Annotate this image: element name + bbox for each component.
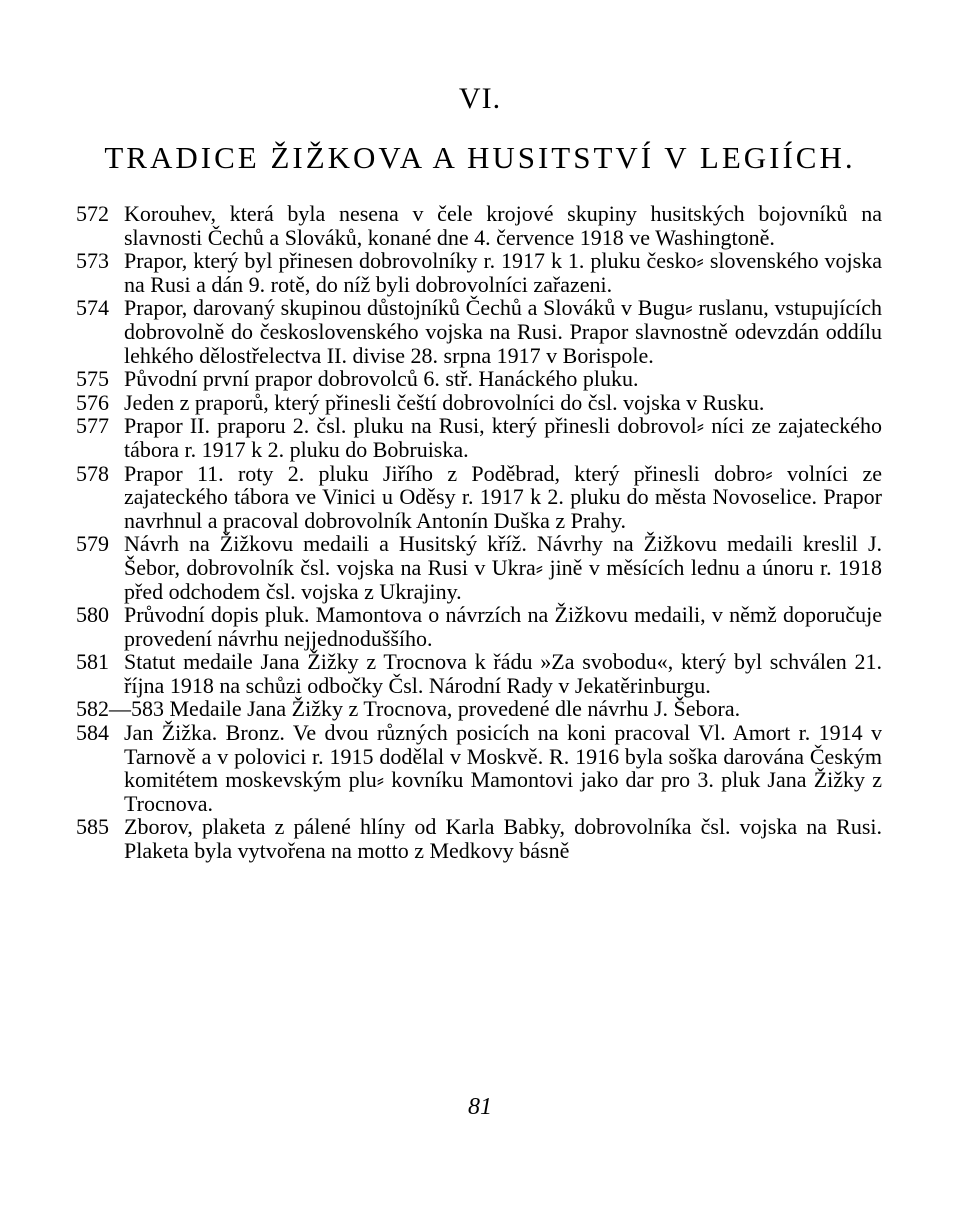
catalog-entry bbox=[76, 532, 882, 603]
entry-text: Návrh na Žižkovu medaili a Husitský kříž. Návrhy na Žižkovu medaili kreslil J. Šebor, dobrovolník čsl. vojska na Rusi v Ukra⸗ jině v měsících lednu a únoru r. 1918 před odchodem čsl. vojska z Ukrajiny. bbox=[124, 531, 882, 604]
entry-number: 579 bbox=[76, 531, 109, 557]
entry-text: Medaile Jana Žižky z Trocnova, provedené dle návrhu J. Šebora. bbox=[169, 696, 741, 722]
entry-text: Prapor II. praporu 2. čsl. pluku na Rusi, který přinesli dobrovol⸗ níci ze zajateckého tábora r. 1917 k 2. pluku do Bobruiska. bbox=[124, 413, 882, 462]
entry-text: Prapor 11. roty 2. pluku Jiřího z Poděbrad, který přinesli dobro⸗ volníci ze zajateckého tábora ve Vinici u Oděsy r. 1917 k 2. pluku do města Novoselice. Prapor navrhnul a pracoval dobrovolník Antonín Duška z Prahy. bbox=[124, 460, 882, 533]
entry-text: Statut medaile Jana Žižky z Trocnova k řádu »Za svobodu«, který byl schválen 21. října 1918 na schůzi odbočky Čsl. Národní Rady v Jekatěrinburgu. bbox=[124, 649, 882, 698]
entry-number: 581 bbox=[76, 649, 109, 675]
entry-number: 572 bbox=[76, 201, 109, 226]
entry-text: Jan Žižka. Bronz. Ve dvou různých posicích na koni pracoval Vl. Amort r. 1914 v Tarnově a v polovici r. 1915 dodělal v Moskvě. R. 1916 byla soška darována Českým komitétem moskevským plu⸗ kovníku Mamontovi jako dar pro 3. pluk Jana Žižky z Trocnova. bbox=[124, 720, 882, 816]
catalog-entry bbox=[76, 462, 882, 533]
catalog-entry bbox=[76, 249, 882, 296]
chapter-title: TRADICE ŽIŽKOVA A HUSITSTVÍ V LEGIÍCH. bbox=[104, 140, 856, 175]
catalog-entry bbox=[76, 367, 882, 391]
catalog-entry bbox=[76, 815, 882, 862]
catalog-entry bbox=[76, 603, 882, 650]
catalog-entry bbox=[76, 414, 882, 461]
entry-text: Zborov, plaketa z pálené hlíny od Karla Babky, dobrovolníka čsl. vojska na Rusi. Plaketa byla vytvořena na motto z Medkovy básně bbox=[124, 814, 882, 864]
entry-number: 578 bbox=[76, 460, 109, 486]
entry-text: Původní první prapor dobrovolců 6. stř. Hanáckého pluku. bbox=[124, 366, 639, 392]
chapter-number: VI. bbox=[458, 82, 502, 115]
catalog-entry bbox=[76, 391, 882, 415]
catalog-entry bbox=[76, 650, 882, 697]
entry-text: Prapor, který byl přinesen dobrovolníky r. 1917 k 1. pluku česko⸗ slovenského vojska na Rusi a dán 9. rotě, do níž byli dobrovolníci zařazeni. bbox=[124, 248, 882, 297]
page-number: 81 bbox=[468, 1094, 492, 1120]
catalog-entry bbox=[76, 202, 882, 249]
entry-number: 582—583 bbox=[76, 696, 164, 722]
entry-text: Jeden z praporů, který přinesli čeští dobrovolníci do čsl. vojska v Rusku. bbox=[124, 389, 765, 415]
catalog-entries bbox=[76, 202, 882, 863]
entry-number: 584 bbox=[76, 720, 109, 746]
entry-text: Prapor, darovaný skupinou důstojníků Čechů a Slováků v Bugu⸗ ruslanu, vstupujících dobrovolně do československého vojska na Rusi. Prapor slavnostně odevzdán oddílu lehkého dělostřelectva II. divise 28. srpna 1917 v Borispole. bbox=[124, 295, 882, 368]
catalog-entry bbox=[76, 721, 882, 815]
entry-number: 577 bbox=[76, 413, 109, 439]
catalog-entry bbox=[76, 697, 882, 721]
entry-number: 580 bbox=[76, 602, 109, 628]
entry-number: 576 bbox=[76, 389, 109, 415]
entry-text: Korouhev, která byla nesena v čele krojové skupiny husitských bojovníků na slavnosti Čechů a Slováků, konané dne 4. července 1918 ve Washingtoně. bbox=[124, 201, 882, 250]
entry-number: 574 bbox=[76, 295, 109, 321]
entry-number: 575 bbox=[76, 366, 109, 392]
catalog-entry bbox=[76, 296, 882, 367]
entry-number: 573 bbox=[76, 248, 109, 274]
entry-text: Průvodní dopis pluk. Mamontova o návrzích na Žižkovu medaili, v němž doporučuje provedení návrhu nejjednoduššího. bbox=[124, 602, 882, 651]
entry-number: 585 bbox=[76, 814, 109, 840]
